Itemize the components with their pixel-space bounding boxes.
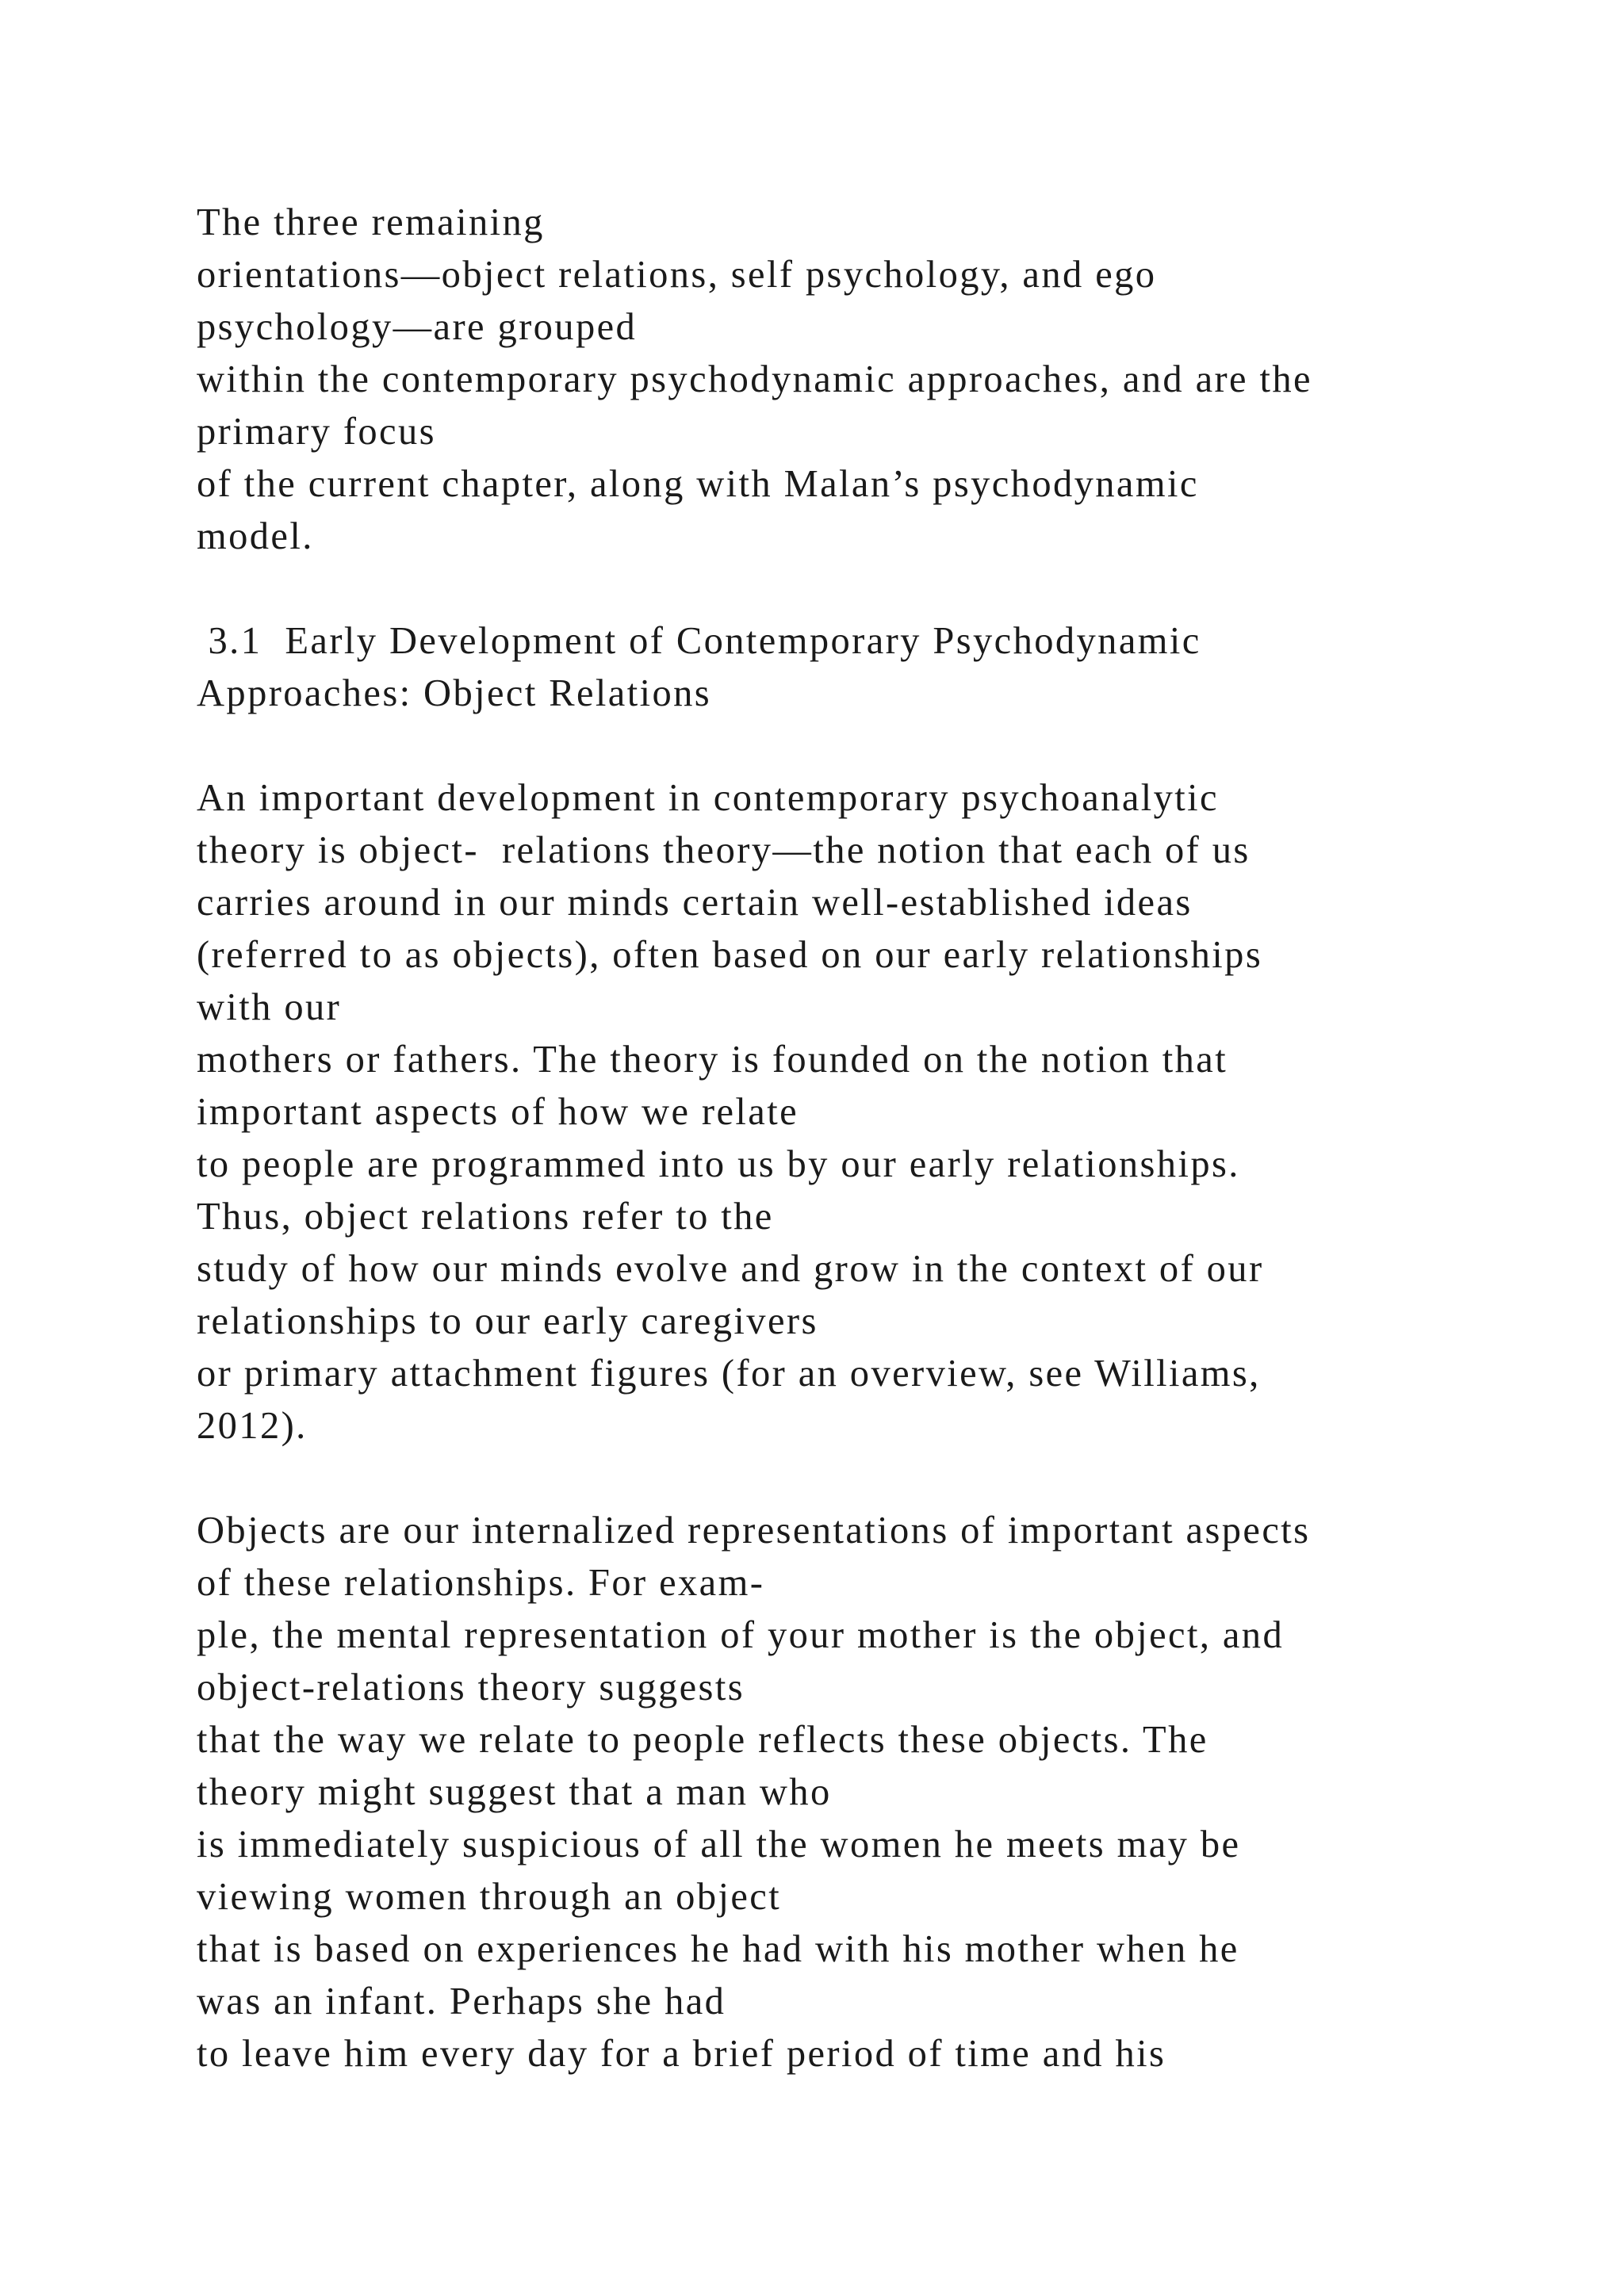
- text-line: to people are programmed into us by our early relationships.: [197, 1143, 1240, 1185]
- document-body: [197, 197, 1576, 2080]
- text-line: that the way we relate to people reflects these objects. The: [197, 1719, 1208, 1761]
- text-line: An important development in contemporary psychoanalytic: [197, 777, 1219, 819]
- text-line: psychology—are grouped: [197, 306, 638, 348]
- text-line: model.: [197, 515, 314, 557]
- paragraph-spacer: [197, 720, 1576, 772]
- text-line: orientations—object relations, self psychology, and ego: [197, 254, 1157, 296]
- text-line: of these relationships. For exam-: [197, 1562, 765, 1604]
- section-heading: [197, 615, 1576, 720]
- text-line: primary focus: [197, 411, 436, 453]
- text-line: viewing women through an object: [197, 1876, 782, 1918]
- paragraph-object-relations: [197, 772, 1576, 1452]
- text-line: with our: [197, 986, 342, 1028]
- heading-line: 3.1 Early Development of Contemporary Psychodynamic: [197, 620, 1201, 662]
- text-line: is immediately suspicious of all the women he meets may be: [197, 1823, 1241, 1866]
- text-line: Thus, object relations refer to the: [197, 1196, 774, 1238]
- text-line: Objects are our internalized representations of important aspects: [197, 1510, 1311, 1552]
- text-line: theory is object- relations theory—the notion that each of us: [197, 829, 1251, 871]
- text-line: that is based on experiences he had with his mother when he: [197, 1928, 1239, 1970]
- text-line: important aspects of how we relate: [197, 1091, 799, 1133]
- text-line: was an infant. Perhaps she had: [197, 1980, 726, 2022]
- paragraph-intro: [197, 197, 1576, 563]
- text-line: study of how our minds evolve and grow in the context of our: [197, 1248, 1264, 1290]
- text-line: relationships to our early caregivers: [197, 1300, 818, 1342]
- text-line: carries around in our minds certain well-established ideas: [197, 882, 1193, 924]
- paragraph-spacer: [197, 563, 1576, 615]
- text-line: 2012).: [197, 1405, 308, 1447]
- text-line: The three remaining: [197, 201, 545, 243]
- text-line: to leave him every day for a brief period of time and his: [197, 2033, 1166, 2075]
- text-line: object-relations theory suggests: [197, 1667, 745, 1709]
- text-line: mothers or fathers. The theory is founded on the notion that: [197, 1039, 1228, 1081]
- paragraph-objects: [197, 1505, 1576, 2080]
- text-line: within the contemporary psychodynamic approaches, and are the: [197, 358, 1312, 400]
- text-line: or primary attachment figures (for an overview, see Williams,: [197, 1353, 1261, 1395]
- heading-line: Approaches: Object Relations: [197, 672, 712, 714]
- text-line: theory might suggest that a man who: [197, 1771, 832, 1813]
- text-line: of the current chapter, along with Malan’s psychodynamic: [197, 463, 1199, 505]
- text-line: (referred to as objects), often based on our early relationships: [197, 934, 1263, 976]
- paragraph-spacer: [197, 1452, 1576, 1505]
- text-line: ple, the mental representation of your mother is the object, and: [197, 1614, 1285, 1656]
